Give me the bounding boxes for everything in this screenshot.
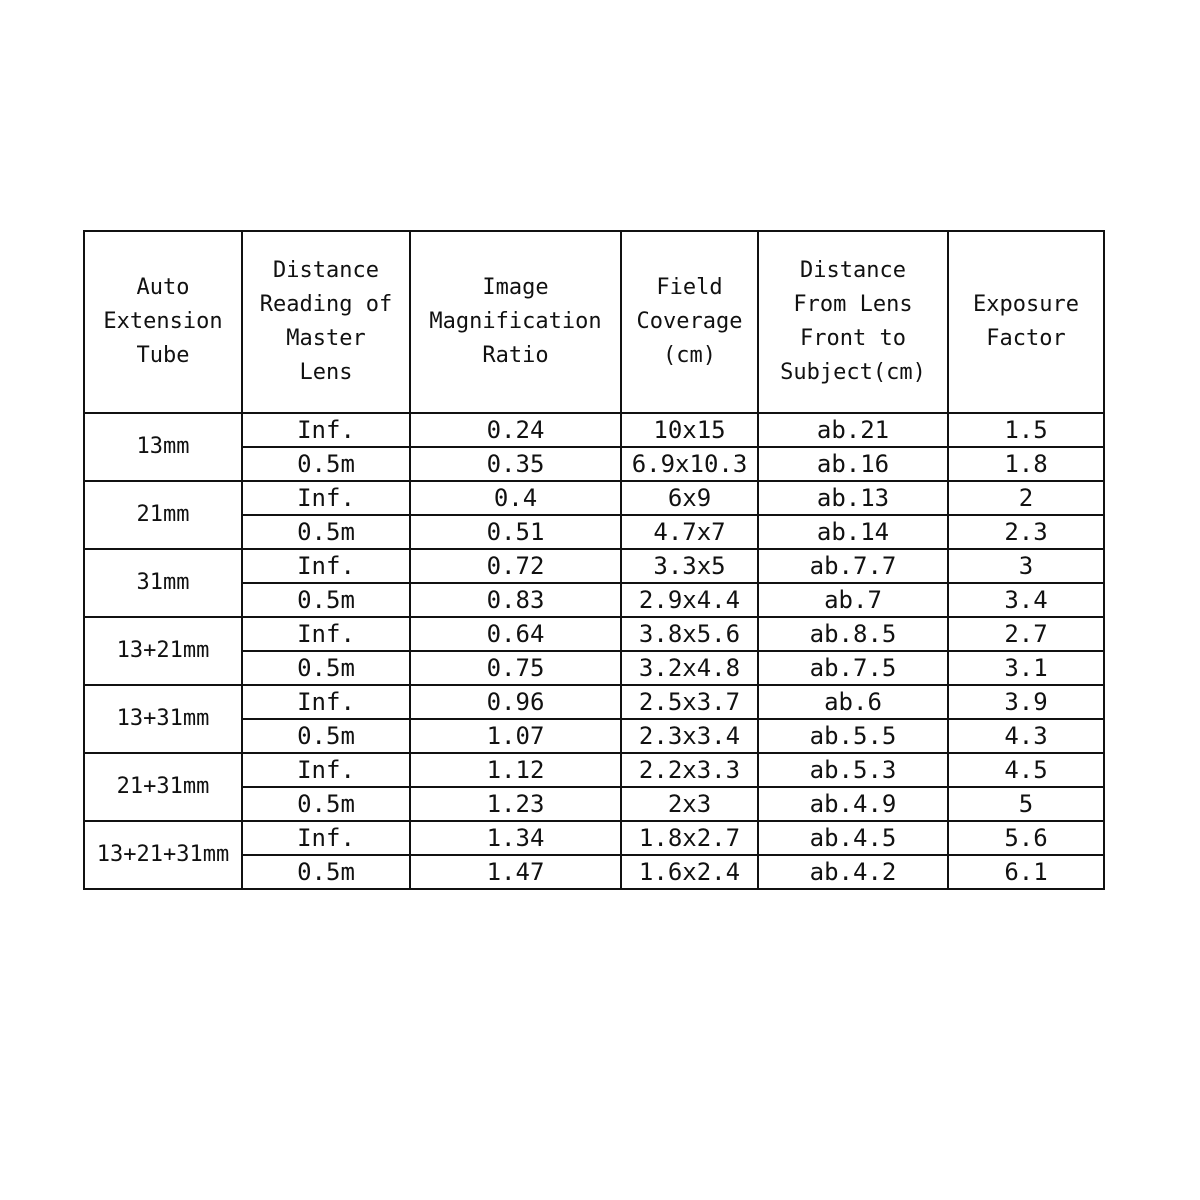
magnification-cell: 0.51 — [410, 515, 621, 549]
tube-cell: 13+21+31mm — [84, 821, 242, 889]
distance-cell: Inf. — [242, 685, 410, 719]
field-coverage-cell: 1.6x2.4 — [621, 855, 758, 889]
table-row — [84, 821, 1104, 855]
subject-distance-cell: ab.6 — [758, 685, 948, 719]
tube-cell: 13+31mm — [84, 685, 242, 753]
exposure-cell: 3.9 — [948, 685, 1104, 719]
exposure-cell: 3 — [948, 549, 1104, 583]
exposure-cell: 5.6 — [948, 821, 1104, 855]
table-row — [84, 753, 1104, 787]
subject-distance-cell: ab.5.5 — [758, 719, 948, 753]
field-coverage-cell: 2.5x3.7 — [621, 685, 758, 719]
exposure-cell: 3.1 — [948, 651, 1104, 685]
distance-cell: 0.5m — [242, 583, 410, 617]
field-coverage-cell: 2x3 — [621, 787, 758, 821]
magnification-cell: 1.12 — [410, 753, 621, 787]
subject-distance-cell: ab.14 — [758, 515, 948, 549]
magnification-cell: 1.23 — [410, 787, 621, 821]
subject-distance-cell: ab.7.5 — [758, 651, 948, 685]
exposure-cell: 4.5 — [948, 753, 1104, 787]
exposure-cell: 2 — [948, 481, 1104, 515]
distance-cell: 0.5m — [242, 787, 410, 821]
exposure-cell: 1.8 — [948, 447, 1104, 481]
field-coverage-cell: 3.8x5.6 — [621, 617, 758, 651]
exposure-cell: 2.3 — [948, 515, 1104, 549]
exposure-cell: 5 — [948, 787, 1104, 821]
table-row — [84, 549, 1104, 583]
exposure-cell: 2.7 — [948, 617, 1104, 651]
distance-cell: 0.5m — [242, 515, 410, 549]
header-field-coverage: Field Coverage (cm) — [621, 231, 758, 413]
magnification-cell: 0.75 — [410, 651, 621, 685]
distance-cell: 0.5m — [242, 447, 410, 481]
subject-distance-cell: ab.7.7 — [758, 549, 948, 583]
header-row — [84, 231, 1104, 413]
distance-cell: Inf. — [242, 413, 410, 447]
table-row — [84, 481, 1104, 515]
magnification-cell: 1.07 — [410, 719, 621, 753]
tube-cell: 13+21mm — [84, 617, 242, 685]
field-coverage-cell: 1.8x2.7 — [621, 821, 758, 855]
spec-table-container — [83, 230, 1105, 890]
distance-cell: Inf. — [242, 753, 410, 787]
extension-tube-spec-table — [83, 230, 1105, 890]
field-coverage-cell: 6.9x10.3 — [621, 447, 758, 481]
header-exposure-factor: Exposure Factor — [948, 231, 1104, 413]
subject-distance-cell: ab.16 — [758, 447, 948, 481]
exposure-cell: 6.1 — [948, 855, 1104, 889]
field-coverage-cell: 3.2x4.8 — [621, 651, 758, 685]
distance-cell: Inf. — [242, 821, 410, 855]
table-row — [84, 617, 1104, 651]
header-image-magnification: Image Magnification Ratio — [410, 231, 621, 413]
subject-distance-cell: ab.4.9 — [758, 787, 948, 821]
table-row — [84, 685, 1104, 719]
field-coverage-cell: 6x9 — [621, 481, 758, 515]
field-coverage-cell: 3.3x5 — [621, 549, 758, 583]
exposure-cell: 1.5 — [948, 413, 1104, 447]
magnification-cell: 0.96 — [410, 685, 621, 719]
subject-distance-cell: ab.21 — [758, 413, 948, 447]
distance-cell: 0.5m — [242, 651, 410, 685]
tube-cell: 31mm — [84, 549, 242, 617]
header-distance-to-subject: Distance From Lens Front to Subject(cm) — [758, 231, 948, 413]
magnification-cell: 0.83 — [410, 583, 621, 617]
distance-cell: Inf. — [242, 481, 410, 515]
tube-cell: 13mm — [84, 413, 242, 481]
field-coverage-cell: 2.2x3.3 — [621, 753, 758, 787]
field-coverage-cell: 10x15 — [621, 413, 758, 447]
subject-distance-cell: ab.5.3 — [758, 753, 948, 787]
distance-cell: 0.5m — [242, 855, 410, 889]
field-coverage-cell: 2.9x4.4 — [621, 583, 758, 617]
field-coverage-cell: 2.3x3.4 — [621, 719, 758, 753]
distance-cell: 0.5m — [242, 719, 410, 753]
subject-distance-cell: ab.4.5 — [758, 821, 948, 855]
exposure-cell: 4.3 — [948, 719, 1104, 753]
header-auto-extension-tube: Auto Extension Tube — [84, 231, 242, 413]
magnification-cell: 1.34 — [410, 821, 621, 855]
tube-cell: 21+31mm — [84, 753, 242, 821]
distance-cell: Inf. — [242, 617, 410, 651]
header-distance-reading: Distance Reading of Master Lens — [242, 231, 410, 413]
magnification-cell: 0.35 — [410, 447, 621, 481]
magnification-cell: 0.72 — [410, 549, 621, 583]
subject-distance-cell: ab.13 — [758, 481, 948, 515]
distance-cell: Inf. — [242, 549, 410, 583]
subject-distance-cell: ab.8.5 — [758, 617, 948, 651]
field-coverage-cell: 4.7x7 — [621, 515, 758, 549]
table-row — [84, 413, 1104, 447]
magnification-cell: 1.47 — [410, 855, 621, 889]
subject-distance-cell: ab.4.2 — [758, 855, 948, 889]
tube-cell: 21mm — [84, 481, 242, 549]
magnification-cell: 0.64 — [410, 617, 621, 651]
exposure-cell: 3.4 — [948, 583, 1104, 617]
magnification-cell: 0.24 — [410, 413, 621, 447]
subject-distance-cell: ab.7 — [758, 583, 948, 617]
magnification-cell: 0.4 — [410, 481, 621, 515]
